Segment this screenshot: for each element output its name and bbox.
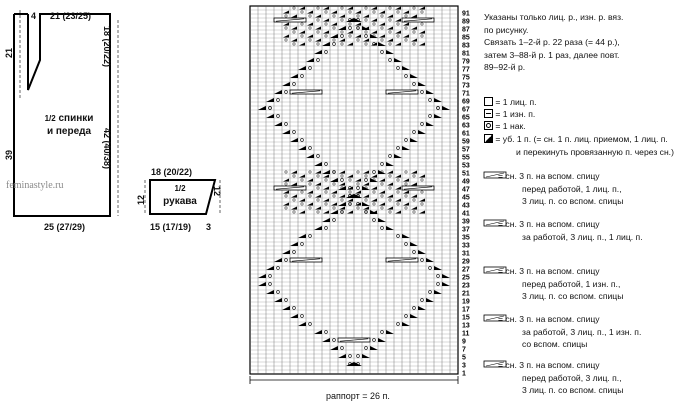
row-number-label: 81 (462, 50, 470, 58)
legend-cable-5-line-1: = сн. 3 п. на вспом. спицу (498, 360, 600, 370)
row-number-label: 65 (462, 114, 470, 122)
repeat-label: раппорт = 26 п. (326, 391, 390, 401)
body-right-upper-dim: 18 (20/22) (102, 26, 112, 68)
legend-cable-3-line-3: 3 лиц. п. со вспом. спицы (522, 291, 624, 301)
row-number-label: 85 (462, 34, 470, 42)
legend-decrease (484, 133, 674, 158)
legend-cable-2-line-2: за работой, 3 лиц. п., 1 лиц. п. (522, 231, 643, 242)
row-number-label: 9 (462, 338, 466, 346)
row-number-label: 17 (462, 306, 470, 314)
row-number-label: 27 (462, 266, 470, 274)
row-number-label: 11 (462, 330, 470, 338)
legend-cable-5 (498, 359, 623, 397)
body-bottom-width-dim: 25 (27/29) (44, 222, 86, 232)
body-left-lower-dim: 39 (4, 149, 14, 160)
legend-cable-3-line-1: = сн. 3 п. на вспом. спицу (498, 266, 600, 276)
row-number-label: 61 (462, 130, 470, 138)
legend-purl (484, 108, 535, 121)
row-number-label: 53 (462, 162, 470, 170)
row-number-label: 39 (462, 218, 470, 226)
legend-cable-1-line-2: перед работой, 1 лиц. п., (522, 183, 622, 194)
body-top-left-dim: 4 (31, 11, 37, 21)
legend-cable-3 (498, 265, 623, 303)
knit-symbol-icon (484, 97, 493, 106)
row-number-label: 69 (462, 98, 470, 106)
row-number-label: 49 (462, 178, 470, 186)
row-number-label: 25 (462, 274, 470, 282)
row-number-label: 71 (462, 90, 470, 98)
row-number-label: 3 (462, 362, 466, 370)
legend-knit-text: = 1 лиц. п. (495, 97, 537, 107)
legend-decrease-line-2: и перекинуть провязанную п. через сн.) (516, 146, 674, 157)
legend-decrease-line-1: = уб. 1 п. (= сн. 1 п. лиц. приемом, 1 лиц. п. (495, 134, 668, 144)
sleeve-left-height-dim: 12 (136, 194, 146, 205)
notes-line-5: 89–92-й р. (484, 62, 526, 72)
row-number-label: 57 (462, 146, 470, 154)
body-right-lower-dim: 42 (40/38) (102, 128, 112, 170)
sleeve-bottom-width-dim: 15 (17/19) (150, 222, 192, 232)
row-number-label: 37 (462, 226, 470, 234)
legend-cable-4-line-3: со вспом. спицы (522, 339, 588, 349)
row-number-label: 87 (462, 26, 470, 34)
row-number-label: 89 (462, 18, 470, 26)
row-number-label: 45 (462, 194, 470, 202)
legend-cable-4-line-2: за работой, 3 лиц. п., 1 изн. п. (522, 326, 642, 337)
row-number-label: 41 (462, 210, 470, 218)
row-number-label: 91 (462, 10, 470, 18)
sleeve-piece-label: 1/2 рукава (163, 184, 197, 207)
notes-line-3: Связать 1–2-й р. 22 раза (= 44 р.), (484, 37, 620, 47)
row-number-label: 35 (462, 234, 470, 242)
notes-line-1: Указаны только лиц. р., изн. р. вяз. (484, 12, 624, 22)
row-number-label: 77 (462, 66, 470, 74)
legend-cable-3-line-2: перед работой, 1 изн. п., (522, 278, 621, 289)
decrease-symbol-icon (484, 134, 493, 143)
legend-knit (484, 96, 537, 109)
row-number-label: 75 (462, 74, 470, 82)
row-number-label: 59 (462, 138, 470, 146)
row-number-label: 5 (462, 354, 466, 362)
notes-line-4: затем 3–88-й р. 1 раз, далее повт. (484, 49, 620, 60)
row-number-label: 63 (462, 122, 470, 130)
body-piece-label: 1/2 спинки и переда (44, 113, 94, 137)
row-number-label: 7 (462, 346, 466, 354)
row-number-label: 67 (462, 106, 470, 114)
legend-cable-4 (498, 313, 641, 351)
legend-purl-text: = 1 изн. п. (495, 109, 536, 119)
notes-block (484, 11, 623, 74)
row-number-label: 79 (462, 58, 470, 66)
row-number-label: 19 (462, 298, 470, 306)
row-number-label: 13 (462, 322, 470, 330)
legend-yarnover (484, 120, 526, 133)
purl-symbol-icon (484, 109, 493, 118)
row-number-label: 29 (462, 258, 470, 266)
watermark: feminastyle.ru (6, 180, 64, 191)
yarnover-symbol-icon (484, 121, 493, 130)
row-number-label: 47 (462, 186, 470, 194)
row-number-label: 21 (462, 290, 470, 298)
row-number-label: 33 (462, 242, 470, 250)
row-number-label: 83 (462, 42, 470, 50)
row-number-label: 55 (462, 154, 470, 162)
body-top-width-dim: 21 (23/25) (50, 11, 92, 21)
row-number-label: 51 (462, 170, 470, 178)
sleeve-top-width-dim: 18 (20/22) (151, 167, 193, 177)
sleeve-bottom-right-dim: 3 (206, 222, 212, 232)
row-number-label: 73 (462, 82, 470, 90)
row-number-label: 15 (462, 314, 470, 322)
sleeve-right-height-dim: 12 (212, 186, 222, 197)
row-number-label: 31 (462, 250, 470, 258)
legend-cable-2 (498, 218, 643, 243)
legend-cable-4-line-1: = сн. 3 п. на вспом. спицу (498, 314, 600, 324)
legend-cable-1-line-3: 3 лиц. п. со вспом. спицы (522, 196, 624, 206)
legend-cable-1 (498, 170, 623, 208)
row-number-label: 43 (462, 202, 470, 210)
notes-line-2: по рисунку. (484, 24, 529, 35)
legend-cable-5-line-2: перед работой, 3 лиц. п., (522, 372, 622, 383)
legend-cable-2-line-1: = сн. 3 п. на вспом. спицу (498, 219, 600, 229)
legend-cable-1-line-1: = сн. 3 п. на вспом. спицу (498, 171, 600, 181)
row-number-label: 23 (462, 282, 470, 290)
legend-cable-5-line-3: 3 лиц. п. со вспом. спицы (522, 385, 624, 395)
legend-yarnover-text: = 1 нак. (495, 121, 526, 131)
body-left-upper-dim: 21 (4, 47, 14, 58)
row-number-label: 1 (462, 370, 466, 378)
